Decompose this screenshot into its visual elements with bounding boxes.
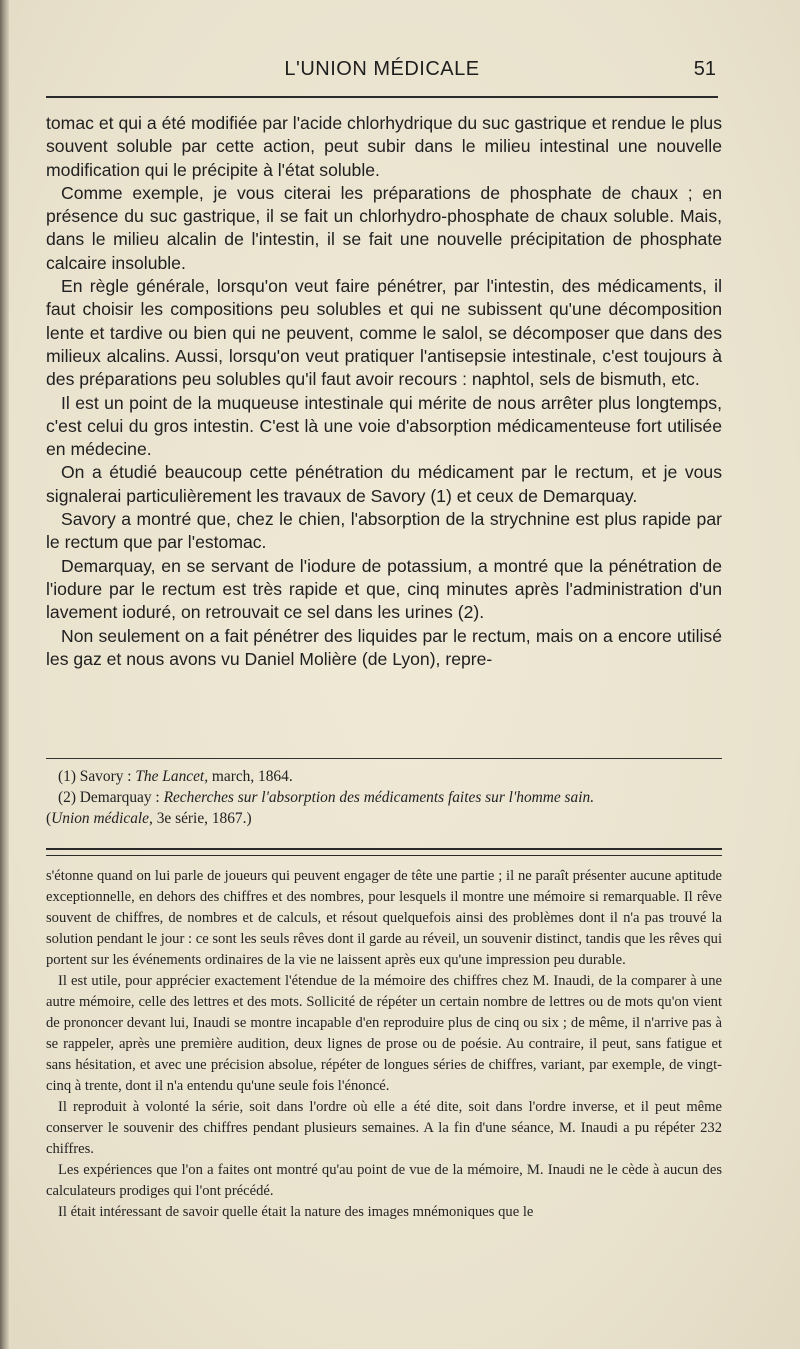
footnote-2-source [46,808,722,829]
footnote-rule [46,758,722,759]
footnote-2-source-title: Union médicale, [51,810,153,827]
paragraph: Il est un point de la muqueuse intestinale qui mérite de nous arrêter plus longtemps, c'est celui du gros intestin. C'est là une voie d'absorption médicamenteuse fort utilisée en médecine. [46,392,722,460]
footnote-2-source-rest: 3e série, 1867.) [152,810,252,827]
feuilleton-paragraph: Il reproduit à volonté la série, soit dans l'ordre où elle a été dite, soit dans l'ordre inverse, et il peut même conserver le souvenir des chiffres pendant plusieurs semaines. A la fin d'une séance, M. Inaudi a pu répéter 232 chiffres. [46,1099,722,1157]
paragraph: On a étudié beaucoup cette pénétration du médicament par le rectum, et je vous signalerai particulièrement les travaux de Savory (1) et ceux de Demarquay. [46,462,722,506]
paragraph: Non seulement on a fait pénétrer des liquides par le rectum, mais on a encore utilisé les gaz et nous avons vu Daniel Molière (de Lyon), repre- [46,625,722,669]
running-title: L'UNION MÉDICALE [284,58,480,80]
page-header [46,58,718,88]
page-binding-edge [0,0,9,1349]
paragraph: En règle générale, lorsqu'on veut faire pénétrer, par l'intestin, des médicaments, il faut choisir les compositions peu solubles et qui ne subissent qu'une décomposition lente et tardive ou bien qui ne peuvent, comme le salol, se décomposer que dans des milieux alcalins. Aussi, lorsqu'on veut pratiquer l'antisepsie intestinale, c'est toujours à des préparations peu solubles qu'il faut avoir recours : naphtol, sels de bismuth, etc. [46,276,722,390]
paragraph: tomac et qui a été modifiée par l'acide chlorhydrique du suc gastrique et rendue le plus souvent soluble par cette action, peut subir dans le milieu intestinal une nouvelle modification qui le précipite à l'état soluble. [46,113,722,180]
main-text [46,112,722,671]
footnotes [46,766,722,829]
feuilleton-paragraph: Il était intéressant de savoir quelle était la nature des images mnémoniques que le [58,1204,534,1220]
footnote-2 [46,787,722,808]
paragraph: Savory a montré que, chez le chien, l'absorption de la strychnine est plus rapide par le rectum que par l'estomac. [46,509,722,553]
paragraph: Comme exemple, je vous citerai les préparations de phosphate de chaux ; en présence du suc gastrique, il se fait un chlorhydro-phosphate de chaux soluble. Mais, dans le milieu alcalin de l'intestin, il se fait une nouvelle précipitation de phosphate calcaire insoluble. [46,182,722,273]
feuilleton-paragraph: s'étonne quand on lui parle de joueurs qui peuvent engager de tête une partie ; il ne paraît présenter aucune aptitude exceptionnelle, en dehors des chiffres et des nombres, pour lesquels il montre une mémoire si remarquable. Il rêve souvent de chiffres, de nombres et de calculs, et résout quelquefois ainsi des problèmes dont il n'a pas trouvé la solution pendant le jour : ce sont les seuls rêves dont il garde au réveil, un souvenir distinct, tandis que les rêves qui portent sur les événements ordinaires de la vie ne laissent après eux qu'une impression peu durable. [46,868,722,968]
footnote-1 [46,766,722,787]
feuilleton-paragraph: Il est utile, pour apprécier exactement l'étendue de la mémoire des chiffres chez M. Inaudi, de la comparer à une autre mémoire, celle des lettres et des mots. Sollicité de répéter un certain nombre de lettres ou de mots qu'on vient de prononcer devant lui, Inaudi se montre incapable d'en reproduire plus de cinq ou six ; de même, il n'arrive pas à se rappeler, après une première audition, deux lignes de prose ou de poésie. Au contraire, il peut, sans fatigue et sans hésitation, et avec une précision absolue, répéter de longues séries de chiffres, variant, par exemple, de vingt-cinq à trente, dont il n'a entendu qu'une seule fois l'énoncé. [46,973,722,1094]
paragraph: Demarquay, en se servant de l'iodure de potassium, a montré que la pénétration de l'iodure par le rectum est très rapide et que, cinq minutes après l'administration d'un lavement ioduré, on retrouvait ce sel dans les urines (2). [46,555,722,623]
feuilleton-text [46,866,722,1223]
footnote-1-rest: march, 1864. [208,768,293,785]
feuilleton-rule [46,848,722,856]
footnote-1-marker: (1) Savory : [58,768,136,785]
footnote-2-source-open: ( [46,810,52,827]
footnote-1-title: The Lancet, [135,768,209,785]
page-number: 51 [693,58,716,80]
footnote-2-title: Recherches sur l'absorption des médicaments faites sur l'homme sain. [163,789,595,806]
footnote-2-marker: (2) Demarquay : [58,789,164,806]
header-rule [46,96,718,98]
feuilleton-paragraph: Les expériences que l'on a faites ont montré qu'au point de vue de la mémoire, M. Inaudi ne le cède à aucun des calculateurs prodiges qui l'ont précédé. [46,1162,722,1199]
